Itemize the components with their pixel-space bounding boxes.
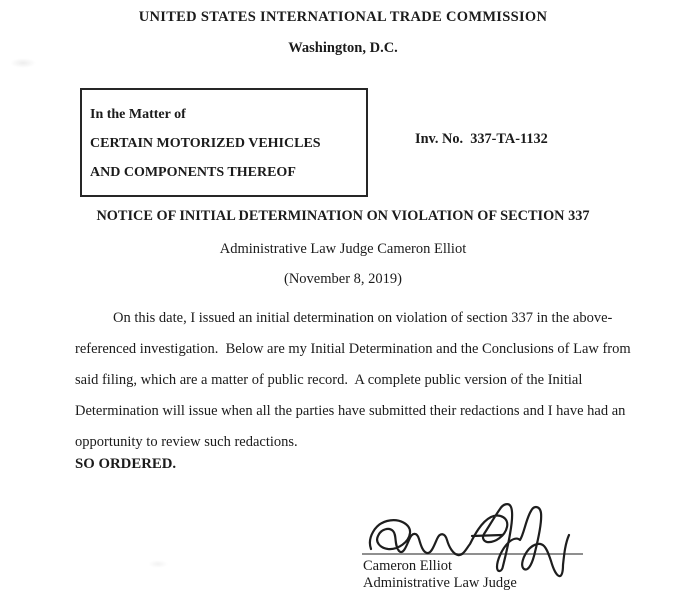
notice-title: NOTICE OF INITIAL DETERMINATION ON VIOLATION OF SECTION 337 (96, 208, 590, 224)
body-line: referenced investigation. Below are my Initial Determination and the Conclusions of Law from (75, 341, 631, 357)
so-ordered-text: SO ORDERED. (75, 456, 177, 472)
signatory-title: Administrative Law Judge (363, 574, 517, 591)
date-line: (November 8, 2019) (284, 271, 402, 287)
signatory-name: Cameron Elliot (363, 558, 452, 574)
body-line: Determination will issue when all the parties have submitted their redactions and I have had an (75, 403, 626, 419)
case-caption-box (80, 88, 368, 197)
case-title-line-2: AND COMPONENTS THEREOF (90, 165, 296, 180)
body-paragraph (75, 303, 631, 458)
case-title-line-1: CERTAIN MOTORIZED VEHICLES (90, 136, 321, 151)
court-name-heading: UNITED STATES INTERNATIONAL TRADE COMMISSION (138, 9, 548, 25)
body-line: On this date, I issued an initial determination on violation of section 337 in the above- (113, 310, 613, 326)
scan-smudge (10, 58, 36, 68)
scan-smudge (148, 560, 168, 568)
signature-block (363, 558, 517, 591)
matter-label: In the Matter of (90, 107, 186, 122)
judge-name-line: Administrative Law Judge Cameron Elliot (219, 241, 467, 257)
body-line: opportunity to review such redactions. (75, 434, 298, 450)
body-line: said filing, which are a matter of public record. A complete public version of the Initial (75, 372, 583, 388)
investigation-number: Inv. No. 337-TA-1132 (415, 131, 548, 147)
court-location: Washington, D.C. (288, 40, 398, 56)
